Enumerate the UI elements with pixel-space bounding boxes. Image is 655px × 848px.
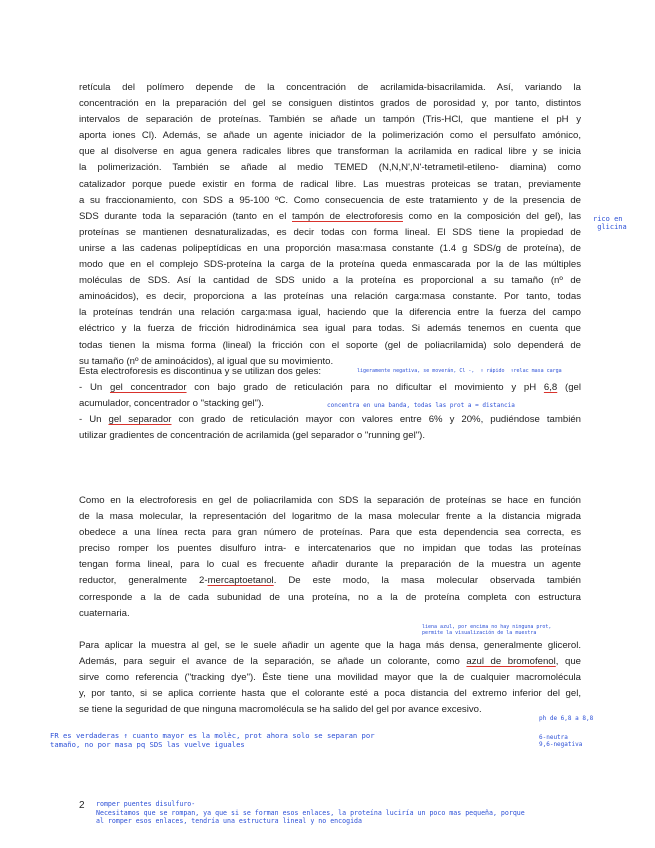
highlight-gel-concentrador: gel concentrador (109, 382, 187, 394)
text-line: Para aplicar la muestra al gel, se le suele añadir un agente que la haga más densa, generalmente glicerol. (79, 640, 581, 651)
text-line: - Un gel separador con grado de reticulación mayor con valores entre 6% y 20%, pudiéndose también (79, 414, 581, 426)
text-line: SDS durante toda la separación (tanto en el tampón de electroforesis como en la composición del gel), las (79, 210, 581, 222)
highlight-gel-separador: gel separador (108, 414, 172, 426)
text-line: acumulador, concentrador o "stacking gel"). (79, 398, 264, 410)
text-line: que al disolverse en agua genera radicales libres que transforman la acrilamida en radical libre y se inicia (79, 146, 581, 158)
text-line: Esta electroforesis es discontinua y se utilizan dos geles: (79, 366, 322, 377)
text-line: a su fraccionamiento, con SDS a 95-100 ºC. Como consecuencia de este tratamiento y de la presencia de (79, 194, 581, 206)
text-line: unirse a las cadenas polipeptídicas en una proporción masa:masa constante (1.4 g SDS/g de proteína), de (79, 242, 581, 254)
text-line: de la masa molecular, la representación del logaritmo de la masa molecular frente a la distancia migrada (79, 511, 581, 523)
text-line: obedece a una línea recta para gran número de proteínas. Para que esta dependencia sea correcta, es (79, 527, 581, 539)
text-line: - Un gel concentrador con bajo grado de reticulación para no dificultar el movimiento y pH 6,8 (gel (79, 382, 581, 394)
text-line: Como en la electroforesis en gel de poliacrilamida con SDS la separación de proteínas se hace en función (79, 495, 581, 506)
text-line: aporta iones Cl). Además, se añade un agente iniciador de la polimerización como el persulfato amónico, (79, 130, 581, 142)
paragraph-gel-polymerization (79, 80, 581, 370)
text-line: y, por tanto, si se aplica corriente hasta que el colorante esté a poca distancia del extremo inferior del gel, (79, 688, 581, 700)
annotation-azul: liena azul, por encima no hay ninguna prot, permite la visualización de la muestra (422, 624, 552, 636)
highlight-ph: 6,8 (543, 382, 558, 394)
text-line: reductor, generalmente 2-mercaptoetanol. De este modo, la masa molecular observada también (79, 575, 581, 587)
text-line: Además, para seguir el avance de la separación, se añade un colorante, como azul de bromofenol, que (79, 656, 581, 668)
paragraph-molecular-mass (79, 493, 581, 622)
annotation-bottom: romper puentes disulfuro- Necesitamos que se rompan, ya que si se forman esos enlaces, la proteína luciría un poco mas pequeña, porque al romper esos enlaces, tendría una estructura lineal y no encogida (96, 800, 525, 826)
text-line: retícula del polímero depende de la concentración de acrilamida-bisacrilamida. Así, variando la (79, 82, 581, 93)
text-line: sirve como referencia ("tracking dye"). Éste tiene una movilidad mayor que la de cualquier macromolécula (79, 672, 581, 684)
text-line: tengan forma lineal, para lo cual es frecuente añadir durante la preparación de la muestra un agente (79, 559, 581, 571)
text-line: concentración en la preparación del gel se consiguen distintos grados de porosidad y, por tanto, distintos (79, 98, 581, 110)
highlight-tampon: tampón de electroforesis (292, 210, 403, 222)
text-line: preciso romper los puentes disulfuro intra- e intercatenarios que no impidan que todas las proteínas (79, 543, 581, 555)
text-line: la proteínas tendrán una relación carga:masa igual, haciendo que la diferencia entre la fuerza del campo (79, 307, 581, 319)
highlight-mercaptoetanol: mercaptoetanol (207, 575, 274, 587)
page-number: 2 (79, 800, 85, 811)
text-line: corresponde a la de cada subunidad de una proteína, no a la de proteína completa con estructura (79, 591, 581, 603)
text-line: la polimerización. También se añade al medio TEMED (N,N,N',N'-tetrametil-etileno- diamina) como (79, 162, 581, 174)
text-line: cuaternaria. (79, 607, 130, 619)
text-line: aminoácidos), es decir, proporciona a las proteínas una relación carga:masa constante. Por tanto, todas (79, 291, 581, 303)
highlight-azul-bromofenol: azul de bromofenol (466, 656, 556, 668)
text-line: modo que en el complejo SDS-proteína la carga de la proteína queda enmascarada por la de las múltiples (79, 259, 581, 271)
text-line: intervalos de separación de proteínas. También se añade un tampón (Tris-HCl, que mantiene el pH y (79, 114, 581, 126)
text-line: eléctrico y la fuerza de fricción hidrodinámica sea igual para todas. Si además tenemos en cuenta que (79, 323, 581, 335)
annotation-glicina: rico en glicina (593, 215, 627, 232)
annotation-ph-range: ph de 6,8 a 8,8 (539, 715, 594, 722)
text-line: moléculas de SDS. Así la cantidad de SDS unido a la proteína es proporcional a su tamaño (nº de (79, 275, 581, 287)
text-line: proteínas se mantienen desnaturalizadas, es decir todas con forma lineal. El SDS tiene la propiedad de (79, 226, 581, 238)
annotation-fr: FR es verdaderas ↑ cuanto mayor es la molèc, prot ahora solo se separan por tamaño, no por masa pq SDS las vuelve iguales (50, 731, 375, 749)
text-line: catalizador porque puede existir en forma de radical libre. Las muestras proteicas se tratan, previamente (79, 178, 581, 190)
text-line: utilizar gradientes de concentración de acrilamida (gel separador o "running gel"). (79, 430, 425, 442)
annotation-concentrador: concentra en una banda, todas las prot a = distancia (327, 402, 515, 409)
annotation-neutra: 6-neutra 9,6-negativa (539, 734, 583, 748)
text-line: todas tienen la misma forma (lineal) la fricción con el soporte (gel de poliacrilamida) solo dependerá de (79, 339, 581, 351)
text-line: se tiene la seguridad de que ninguna macromolécula se ha salido del gel por avance excesivo. (79, 704, 482, 716)
text-line: su tamaño (nº de aminoácidos), al igual que su movimiento. (79, 355, 334, 367)
annotation-geles: ligeramente negativa, se moverán, Cl -, ↑ rápido ↑relac masa carga (357, 368, 562, 374)
paragraph-sample-loading (79, 638, 581, 718)
